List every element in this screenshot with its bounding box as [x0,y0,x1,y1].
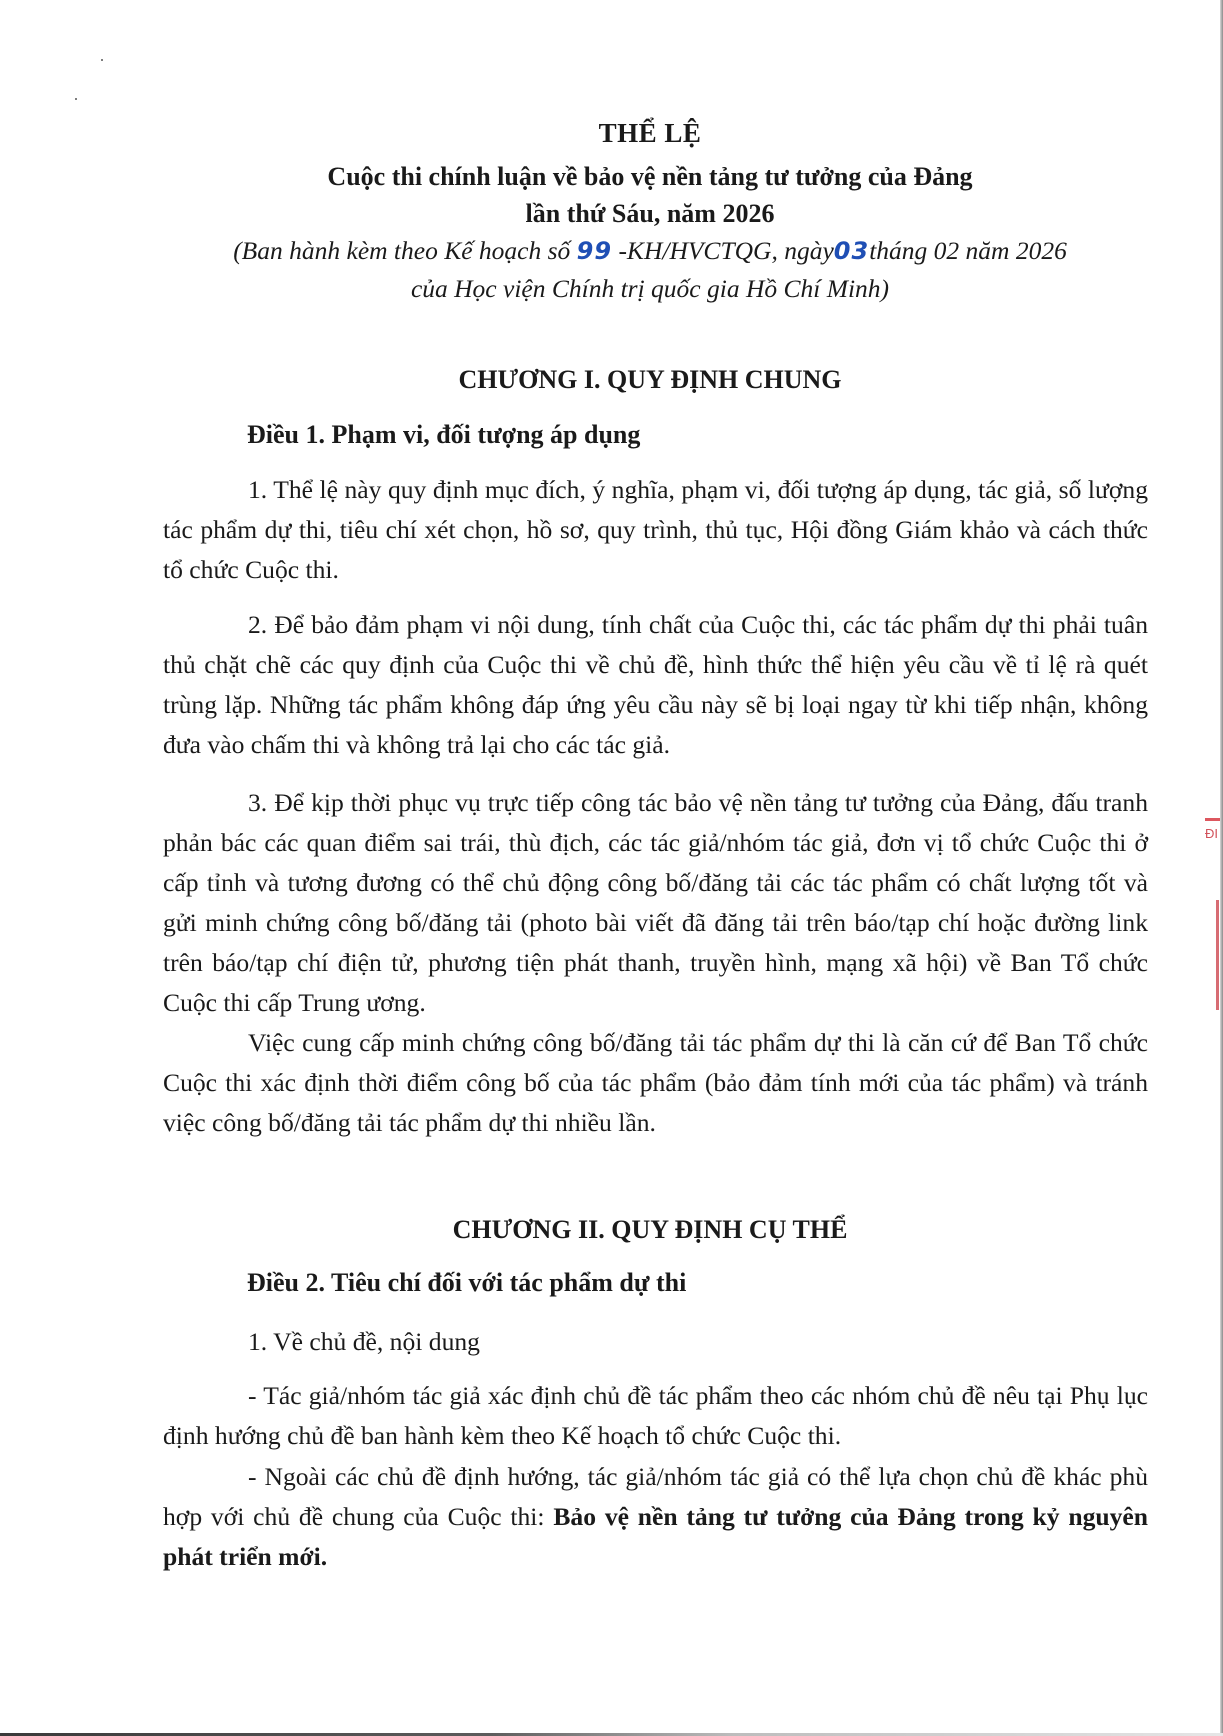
paragraph-with-emphasis [163,1457,1148,1577]
paragraph: Việc cung cấp minh chứng công bố/đăng tải tác phẩm dự thi là căn cứ để Ban Tổ chức Cuộc thi xác định thời điểm công bố của tác phẩm (bảo đảm tính mới của tác phẩm) và tránh việc công bố/đăng tải tác phẩm dự thi nhiều lần. [163,1028,1148,1137]
issuance-middle: -KH/HVCTQG, ngày [612,236,834,265]
scan-speck [101,59,103,61]
article-2-heading: Điều 2. Tiêu chí đối với tác phẩm dự thi [247,1268,687,1297]
margin-stamp-mark [1205,818,1219,840]
document-title: THỂ LỆ [598,118,702,148]
paragraph: 3. Để kịp thời phục vụ trực tiếp công tác bảo vệ nền tảng tư tưởng của Đảng, đấu tranh phản bác các quan điểm sai trái, thù địch, các tác giả/nhóm tác giả, đơn vị tổ chức Cuộc thi ở cấp tỉnh và tương đương có thể chủ động công bố/đăng tải các tác phẩm có chất lượng tốt và gửi minh chứng công bố/đăng tải (photo bài viết đã đăng tải trên báo/tạp chí hoặc đường link trên báo/tạp chí điện tử, phương tiện phát thanh, truyền hình, mạng xã hội) về Ban Tổ chức Cuộc thi cấp Trung ương. [163,788,1148,1017]
paragraph: 1. Thể lệ này quy định mục đích, ý nghĩa, phạm vi, đối tượng áp dụng, tác giả, số lượng tác phẩm dự thi, tiêu chí xét chọn, hồ sơ, quy trình, thủ tục, Hội đồng Giám khảo và cách thức tổ chức Cuộc thi. [163,475,1148,584]
paragraph: 2. Để bảo đảm phạm vi nội dung, tính chất của Cuộc thi, các tác phẩm dự thi phải tuân thủ chặt chẽ các quy định của Cuộc thi về chủ đề, hình thức thể hiện yêu cầu về tỉ lệ rà quét trùng lặp. Những tác phẩm không đáp ứng yêu cầu này sẽ bị loại ngay từ khi tiếp nhận, không đưa vào chấm thi và không trả lại cho các tác giả. [163,610,1148,759]
scan-speck [75,98,77,100]
chapter-2-heading: CHƯƠNG II. QUY ĐỊNH CỤ THỂ [452,1215,848,1244]
issuance-note-line-1 [150,232,1150,270]
document-subtitle [150,158,1150,232]
margin-stamp-edge [1210,900,1219,1010]
article-1-heading: Điều 1. Phạm vi, đối tượng áp dụng [247,420,641,449]
issuance-note-line-2: của Học viện Chính trị quốc gia Hồ Chí Minh) [410,274,890,303]
margin-stamp-text: ĐI [1205,826,1218,841]
subtitle-line-2: lần thứ Sáu, năm 2026 [525,199,775,228]
issuance-prefix: (Ban hành kèm theo Kế hoạch số [233,236,577,265]
paragraph: 1. Về chủ đề, nội dung [248,1327,480,1356]
handwritten-plan-number: 99 [576,237,613,265]
subtitle-line-1: Cuộc thi chính luận về bảo vệ nền tảng tư tưởng của Đảng [327,162,973,191]
paragraph: - Tác giả/nhóm tác giả xác định chủ đề tác phẩm theo các nhóm chủ đề nêu tại Phụ lục định hướng chủ đề ban hành kèm theo Kế hoạch tổ chức Cuộc thi. [163,1381,1148,1450]
emphasized-theme: Bảo vệ nền tảng tư tưởng của Đảng trong kỷ nguyên phát triển mới. [163,1502,1148,1571]
issuance-suffix: tháng 02 năm 2026 [869,236,1067,265]
handwritten-day: 03 [833,237,870,265]
paragraph-text: - Ngoài các chủ đề định hướng, tác giả/nhóm tác giả có thể lựa chọn chủ đề khác phù hợp với chủ đề chung của Cuộc thi: [163,1462,1148,1531]
issuance-note [150,232,1150,307]
chapter-1-heading: CHƯƠNG I. QUY ĐỊNH CHUNG [458,365,842,394]
